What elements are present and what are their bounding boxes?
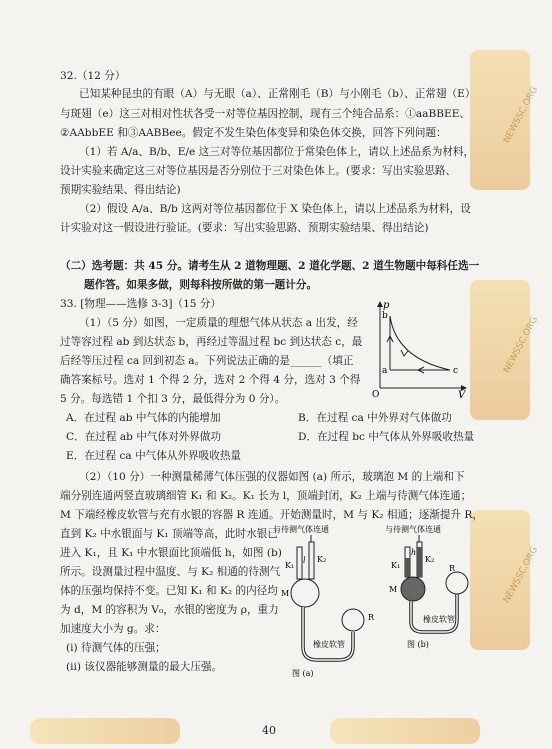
bulb-m-a [291,579,319,607]
q33-p2-line: 为 d，M 的容积为 V₀，水银的密度为 ρ，重力 [60,604,279,616]
q33-p2-line: （2）（10 分）一种测量稀薄气体压强的仪器如图 (a) 所示，玻璃泡 M 的上端和下 [79,471,465,483]
q33-p2-line: (ii) 该仪器能够测量的最大压强。 [66,661,223,673]
fig-b-caption: 图 (b) [407,640,429,649]
l-label-a: l [303,556,306,565]
choice-d: D．在过程 bc 中气体从外界吸收热量 [298,431,475,443]
k1-mercury-b [405,558,410,577]
elective-line: 题作答。如果多做，则每科按所做的第一题计分。 [84,279,318,291]
r-label-b: R [449,564,456,573]
q32-intro-line: 已知某种昆虫的有眼（A）与无眼（a）、正常刚毛（B）与小刚毛（b）、正常翅（E） [79,88,476,100]
process-bc [390,316,450,370]
fig-b-top-label: 与待测气体连通 [385,525,441,534]
q32-header: 32.（12 分） [60,70,126,82]
elective-line: （二）选考题：共 45 分。请考生从 2 道物理题、2 道化学题、2 道生物题中每科任选一 [60,260,480,272]
watermark-text: NEWSSC.ORG [502,545,541,605]
choice-b: B．在过程 ca 中外界对气体做功 [298,412,452,424]
process-bc-arrow [401,350,408,356]
q33-p1-line: 确答案标号。选对 1 个得 2 分，选对 2 个得 4 分，选对 3 个得 [60,374,361,386]
k2-label-a: K₂ [317,555,327,564]
k2-mercury-b [417,547,422,577]
q33-p2-line: M 下端经橡皮软管与充有水银的容器 R 连通。开始测量时，M 与 K₂ 相通；逐渐提升 R， [60,509,483,521]
q32-part1-line: 预期实验结果、得出结论) [60,184,181,196]
rubber-tube-a [303,607,353,660]
origin-label: O [372,390,380,398]
k2-tube-a [309,542,314,579]
q33-header: 33. [物理——选修 3-3]（15 分） [60,298,222,310]
q33-p2-line: 进入 K₁，且 K₁ 中水银面比顶端低 h，如图 (b) [60,547,282,559]
container-r-b [446,572,468,594]
watermark-text: NEWSSC.ORG [502,85,541,145]
bulb-m-b [401,577,425,601]
q33-p1-line: （1）（5 分）如图，一定质量的理想气体从状态 a 出发，经 [79,317,358,329]
rubber-tube-label-b: 橡皮软管 [423,615,455,624]
q32-part1-line: （1）若 A/a、B/b、E/e 这三对等位基因都位于常染色体上，请以上述品系为材料， [79,146,475,158]
q33-p2-line: 直到 K₂ 中水银面与 K₁ 顶端等高，此时水银已 [60,528,278,540]
q33-p1-line: 5 分。每选错 1 个扣 3 分，最低得分为 0 分）。 [60,393,286,405]
fig-a-top-label: 与待测气体连通 [273,525,329,534]
q33-p2-line: 体的压强均保持不变。已知 K₁ 和 K₂ 的内径均 [60,585,278,597]
q33-p1-line: 后经等压过程 ca 回到初态 a。下列说法正确的是______（填正 [60,355,354,367]
watermark-stamp [30,718,180,744]
q32-part1-line: 设计实验来确定这三对等位基因是否分别位于三对染色体上。(要求：写出实验思路、 [60,165,457,177]
m-label-a: M [281,589,290,598]
q32-part2-line: 计实验对这一假设进行验证。(要求：写出实验思路、预期实验结果、得出结论) [60,222,429,234]
q33-p2-line: 加速度大小为 g。求： [60,623,166,635]
apparatus-figure [255,522,477,682]
q33-p2-line: (i) 待测气体的压强； [66,642,166,654]
k1-tube-a [297,547,302,579]
page-number: 40 [262,724,276,737]
q32-part2-line: （2）假设 A/a、B/b 这两对等位基因都位于 X 染色体上，请以上述品系为材料，设 [79,203,471,215]
choice-c: C．在过程 ab 中气体对外界做功 [66,431,222,443]
q32-intro-line: ②AAbbEE 和③AABBee。假定不发生染色体变异和染色体交换，回答下列问题： [60,127,447,139]
pv-diagram [370,298,470,398]
watermark-text: NEWSSC.ORG [502,315,541,375]
q33-p2-line: 端分别连通两竖直玻璃细管 K₁ 和 K₂。K₁ 长为 l，顶端封闭，K₂ 上端与待测气体连通； [60,490,472,502]
choice-a: A．在过程 ab 中气体的内能增加 [66,412,221,424]
r-label-a: R [368,613,375,622]
p-axis-label: p [383,300,390,311]
fig-a-caption: 图 (a) [292,669,314,678]
state-c-label: c [453,366,459,376]
q33-p1-line: 过等容过程 ab 到达状态 b，再经过等温过程 bc 到达状态 c，最 [60,336,363,348]
container-r-a [342,609,364,631]
h-label-b: h [411,548,417,557]
state-b-label: b [382,311,388,321]
v-axis-label: V [458,390,466,398]
choice-e: E．在过程 ca 中气体从外界吸收热量 [66,450,242,462]
rubber-tube-label-a: 橡皮软管 [313,640,345,649]
state-a-label: a [382,366,388,376]
q33-p2-line: 所示。设测量过程中温度、与 K₂ 相通的待测气 [60,566,281,578]
k1-label-a: K₁ [285,561,295,570]
k1-label-b: K₁ [391,561,401,570]
m-label-b: M [389,585,398,594]
k2-label-b: K₂ [425,555,435,564]
q32-intro-line: 与斑翅（e）这三对相对性状各受一对等位基因控制，现有三个纯合品系：①aaBBEE、 [60,108,471,120]
watermark-stamp [330,718,480,744]
